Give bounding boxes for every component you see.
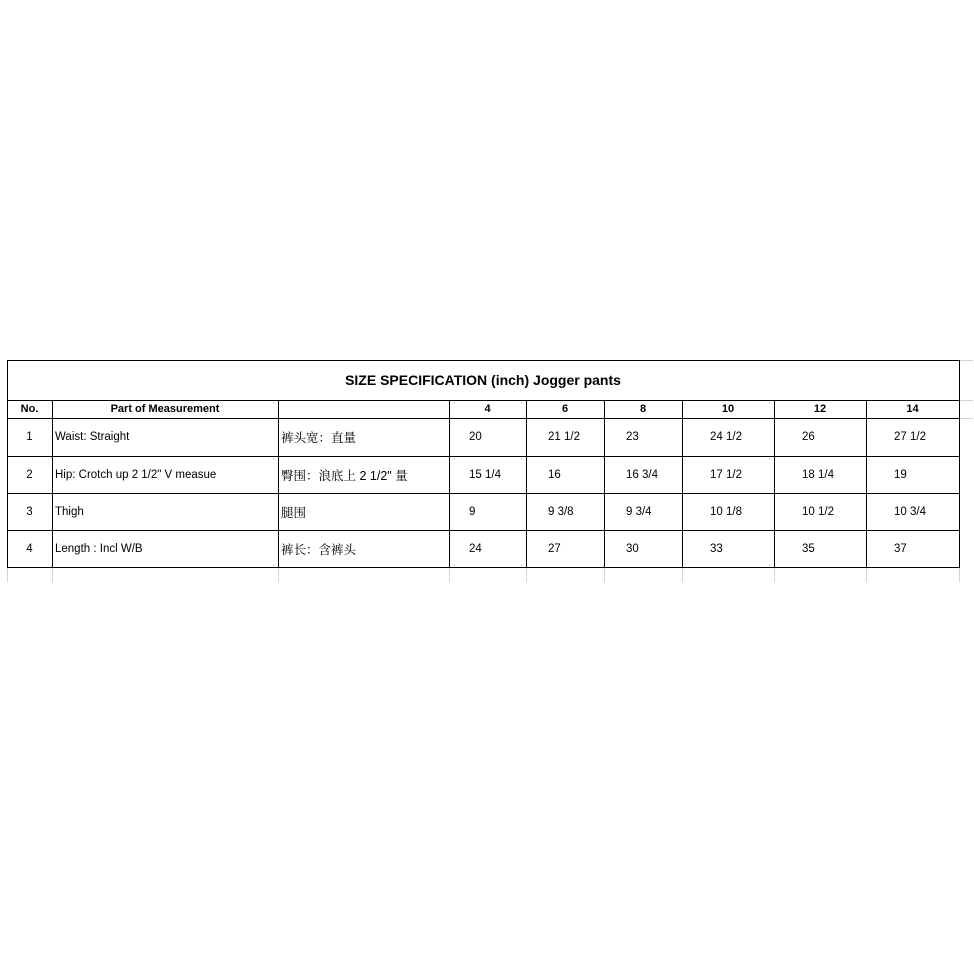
gridline-below [604,567,605,582]
size-value[interactable]: 21 1/2 [548,431,580,443]
gridline-below [682,567,683,582]
size-value[interactable]: 9 [469,505,476,518]
header-size-1[interactable]: 6 [561,403,569,415]
gridline-below [7,567,8,582]
table-vline [449,400,450,568]
size-value[interactable]: 17 1/2 [710,468,742,481]
size-value[interactable]: 20 [469,431,482,443]
size-value[interactable]: 26 [802,431,815,443]
table-hline [7,567,960,568]
table-vline [866,400,867,568]
gridline-below [774,567,775,582]
measurement-name[interactable]: Thigh [55,505,84,518]
gridline-below [866,567,867,582]
table-vline [682,400,683,568]
measurement-name-chinese[interactable]: 臀围：浪底上 2 1/2" 量 [281,468,408,483]
table-vline [526,400,527,568]
size-value[interactable]: 35 [802,542,815,555]
size-value[interactable]: 37 [894,542,907,555]
gridline-right-extension [959,400,973,401]
size-spec-sheet [7,360,973,582]
row-number[interactable]: 3 [26,505,33,518]
header-size-3[interactable]: 10 [721,403,735,415]
gridline-below [52,567,53,582]
size-value[interactable]: 27 1/2 [894,431,926,443]
size-value[interactable]: 10 1/2 [802,505,834,518]
row-number[interactable]: 1 [26,431,33,443]
gridline-right-extension [959,360,973,361]
header-size-2[interactable]: 8 [639,403,647,415]
table-vline [604,400,605,568]
size-value[interactable]: 9 3/4 [626,505,652,518]
table-vline [278,400,279,568]
measurement-name[interactable]: Length : Incl W/B [55,542,143,555]
size-value[interactable]: 33 [710,542,723,555]
size-value[interactable]: 16 [548,468,561,481]
measurement-name[interactable]: Waist: Straight [55,431,130,443]
measurement-name-chinese[interactable]: 裤长：含裤头 [281,542,357,557]
size-value[interactable]: 18 1/4 [802,468,834,481]
size-value[interactable]: 10 3/4 [894,505,926,518]
size-value[interactable]: 23 [626,431,639,443]
table-vline [959,360,960,568]
size-value[interactable]: 19 [894,468,907,481]
gridline-right-extension [959,418,973,419]
row-number[interactable]: 2 [26,468,33,481]
size-value[interactable]: 10 1/8 [710,505,742,518]
table-hline [7,360,960,361]
size-value[interactable]: 30 [626,542,639,555]
size-value[interactable]: 15 1/4 [469,468,501,481]
size-value[interactable]: 16 3/4 [626,468,658,481]
table-vline [52,400,53,568]
gridline-below [449,567,450,582]
size-value[interactable]: 9 3/8 [548,505,574,518]
header-size-4[interactable]: 12 [813,403,827,415]
size-value[interactable]: 24 1/2 [710,431,742,443]
header-no[interactable]: No. [20,403,39,415]
gridline-below [278,567,279,582]
header-size-5[interactable]: 14 [906,403,919,415]
header-chinese[interactable] [278,400,449,418]
gridline-below [959,567,960,582]
measurement-name-chinese[interactable]: 裤头宽：直量 [281,431,357,445]
measurement-name[interactable]: Hip: Crotch up 2 1/2" V measue [55,468,217,481]
size-value[interactable]: 27 [548,542,561,555]
measurement-name-chinese[interactable]: 腿围 [281,505,307,520]
row-number[interactable]: 4 [26,542,33,555]
size-value[interactable]: 24 [469,542,482,555]
header-part-of-measurement[interactable]: Part of Measurement [110,403,220,415]
header-size-0[interactable]: 4 [484,403,491,415]
sheet-title[interactable]: SIZE SPECIFICATION (inch) Jogger pants [345,372,621,388]
gridline-below [526,567,527,582]
table-vline [774,400,775,568]
